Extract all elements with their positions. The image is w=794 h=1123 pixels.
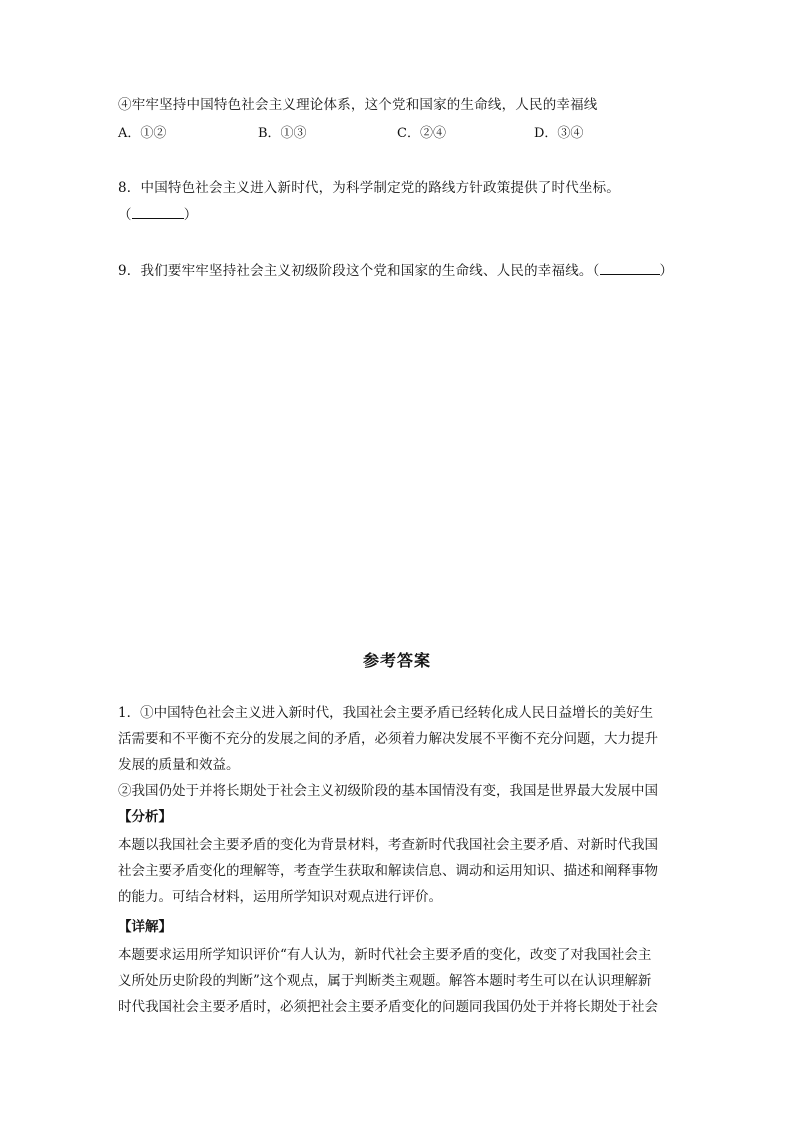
question-9 — [118, 260, 678, 281]
answers-title: 参考答案 — [362, 651, 431, 670]
analysis-line: 社会主要矛盾变化的理解等，考查学生获取和解读信息、调动和运用知识、描述和阐释事物 — [118, 863, 658, 879]
option-c: C．②④ — [397, 126, 446, 141]
q9-close-paren: ） — [659, 263, 674, 279]
analysis-line: 的能力。可结合材料，运用所学知识对观点进行评价。 — [118, 889, 442, 905]
question-8-text: 8．中国特色社会主义进入新时代，为科学制定党的路线方针政策提供了时代坐标。 — [118, 180, 620, 196]
analysis-line: 本题以我国社会主要矛盾的变化为背景材料，考查新时代我国社会主要矛盾、对新时代我国 — [118, 837, 658, 853]
answer-1-line: 活需要和不平衡不充分的发展之间的矛盾，必须着力解决发展不平衡不充分问题，大力提升 — [118, 731, 658, 747]
option-a: A．①② — [118, 126, 167, 141]
answer-1-line: ②我国仍处于并将长期处于社会主义初级阶段的基本国情没有变，我国是世界最大发展中国 — [118, 783, 658, 799]
q9-answer-blank[interactable] — [600, 260, 660, 275]
option-d: D．③④ — [534, 126, 584, 141]
detail-text — [118, 942, 678, 1020]
answer-1-line: 1．①中国特色社会主义进入新时代，我国社会主要矛盾已经转化成人民日益增长的美好生 — [118, 705, 654, 721]
q8-open-paren: （ — [118, 207, 132, 223]
q8-close-paren: ） — [183, 207, 198, 223]
detail-line: 时代我国社会主要矛盾时，必须把社会主要矛盾变化的问题同我国仍处于并将长期处于社会 — [118, 999, 658, 1015]
detail-heading: 【详解】 — [118, 919, 172, 935]
detail-line: 本题要求运用所学知识评价“有人认为，新时代社会主要矛盾的变化，改变了对我国社会主 — [118, 947, 652, 963]
question-9-text: 9．我们要牢牢坚持社会主义初级阶段这个党和国家的生命线、人民的幸福线。（ — [118, 263, 600, 279]
answer-1-line: 发展的质量和效益。 — [118, 757, 240, 773]
answer-1 — [118, 700, 678, 804]
q7-options — [118, 122, 678, 142]
detail-line: 义所处历史阶段的判断”这个观点，属于判断类主观题。解答本题时考生可以在认识理解新 — [118, 973, 652, 989]
q8-answer-blank[interactable] — [132, 204, 184, 219]
question-8-answer-line — [118, 204, 678, 225]
q7-statement-4: ④牢牢坚持中国特色社会主义理论体系，这个党和国家的生命线，人民的幸福线 — [118, 97, 598, 113]
analysis-text — [118, 832, 678, 910]
option-b: B．①③ — [258, 126, 307, 141]
analysis-heading: 【分析】 — [118, 809, 172, 825]
